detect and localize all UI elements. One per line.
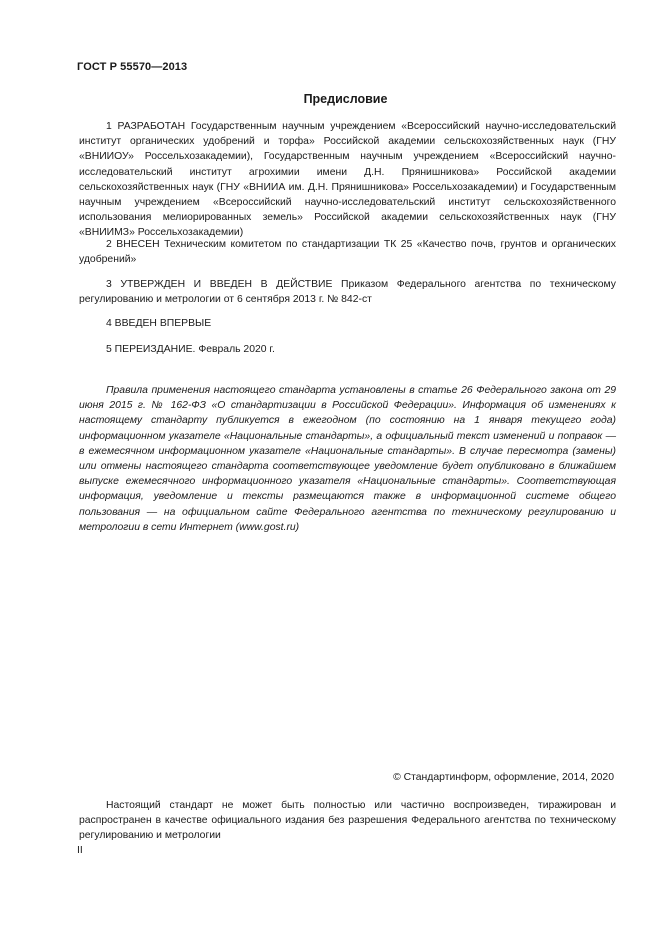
standard-code: ГОСТ Р 55570—2013 xyxy=(77,61,188,73)
reproduction-notice: Настоящий стандарт не может быть полностью или частично воспроизведен, тиражирован и распространен в качестве официального издания без разрешения Федерального агентства по техническому регулированию и метрологии xyxy=(79,800,616,842)
preface-item-3: 3 УТВЕРЖДЕН И ВВЕДЕН В ДЕЙСТВИЕ Приказом Федерального агентства по техническому регулированию и метрологии от 6 сентября 2013 г. № 842-ст xyxy=(79,279,616,306)
preface-item-2: 2 ВНЕСЕН Техническим комитетом по стандартизации ТК 25 «Качество почв, грунтов и органических удобрений» xyxy=(79,239,616,266)
application-rules-notice: Правила применения настоящего стандарта установлены в статье 26 Федерального закона от 29 июня 2015 г. № 162-ФЗ «О стандартизации в Российской Федерации». Информация об изменениях к настоящему стандарту публикуется в ежегодном (по состоянию на 1 января текущего года) информационном указателе «Национальные стандарты», а официальный текст изменений и поправок — в ежемесячном информационном указателе «Национальные стандарты». В случае пересмотра (замены) или отмены настоящего стандарта соответствующее уведомление будет опубликовано в ближайшем выпуске ежемесячного информационного указателя «Национальные стандарты». Соответствующая информация, уведомление и тексты размещаются также в информационной системе общего пользования — на официальном сайте Федерального агентства по техническому регулированию и метрологии в сети Интернет (www.gost.ru) xyxy=(79,385,616,533)
preface-item-1: 1 РАЗРАБОТАН Государственным научным учреждением «Всероссийский научно-исследовательский институт органических удобрений и торфа» Российской академии сельскохозяйственных наук (ГНУ «ВНИИОУ» Россельхозакадемии), Государственным научным учреждением «Всероссийский научно-исследовательский институт агрохимии имени Д.Н. Прянишникова» Российской академии сельскохозяйственных наук (ГНУ «ВНИИА им. Д.Н. Прянишникова» Россельхозакадемии) и Государственным научным учреждением «Всероссийский научно-исследовательский институт сельскохозяйственного использования мелиорированных земель» Российской академии сельскохозяйственных наук (ГНУ «ВНИИМЗ» Россельхозакадемии) xyxy=(79,121,616,239)
page-number: II xyxy=(77,845,83,856)
preface-item-4: 4 ВВЕДЕН ВПЕРВЫЕ xyxy=(106,318,212,329)
copyright-line: © Стандартинформ, оформление, 2014, 2020 xyxy=(393,772,614,783)
preface-title: Предисловие xyxy=(303,92,388,106)
preface-item-5: 5 ПЕРЕИЗДАНИЕ. Февраль 2020 г. xyxy=(106,344,275,355)
